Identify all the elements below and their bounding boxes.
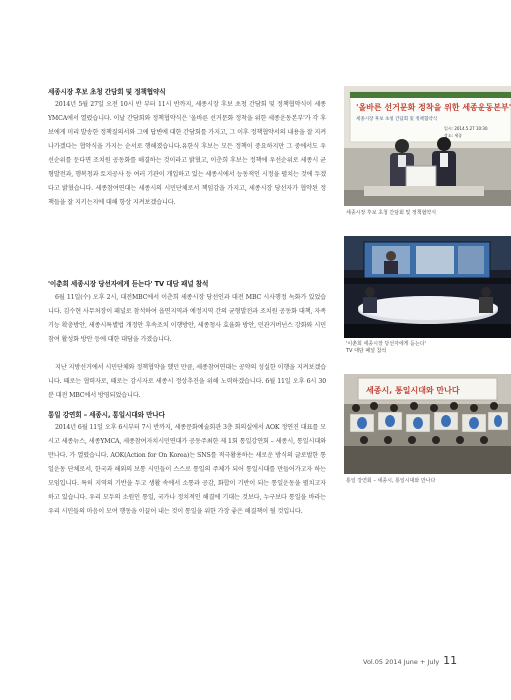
page-footer	[363, 654, 483, 667]
banner-place: 장소: 세종	[444, 133, 463, 138]
section-heading: '이춘희 세종시장 당선자에게 듣는다' TV 대담 패널 참석	[48, 280, 209, 288]
banner-title: '올바른 선거문화 정착을 위한 세종운동본부'	[356, 103, 511, 112]
photo-policy-agreement-image	[344, 86, 511, 206]
photo-unification-lecture-image	[344, 374, 511, 474]
photo-policy-agreement	[344, 86, 511, 206]
photo-tv-debate-image	[344, 236, 511, 338]
section-heading: 통일 강연회 – 세종시, 통일시대와 만나다	[48, 411, 165, 419]
banner-subtitle: 세종시장 후보 초청 간담회 및 정책협약식	[356, 117, 438, 122]
section-paragraph: 지난 지방선거에서 시민단체와 정책협약을 했던 만큼, 세종참여연대는 공약의 성실한 이행을 지켜보겠습니다. 때로는 협력자로, 때로는 감시자로 세종시 정상추진을 위해 노력하겠습니다. 6월 11일 오후 6시 30분 대전 MBC에서 방영되었습니다.	[48, 364, 326, 399]
photo-caption: 통일 강연회 – 세종시, 통일시대와 만나다	[346, 478, 436, 484]
photo-caption-line: '이춘희 세종시장 당선자에게 듣는다'	[346, 341, 426, 347]
photo-tv-debate	[344, 236, 511, 338]
issue-label: Vol.05 2014 June + July	[363, 658, 440, 666]
photo-caption-line: TV 대담 패널 참석	[346, 348, 387, 354]
photo-caption: 세종시장 후보 초청 간담회 및 정책협약식	[346, 210, 437, 216]
section-paragraph: 2014년 6월 11일 오후 6시부터 7시 반까지, 세종문화예술회관 3층 회의실에서 AOK 정연진 대표를 모시고 세종뉴스, 세종YMCA, 세종참여자치시민연대가 공동주최한 제 1회 통일강연회 – 세종시, 통일시대와 만나다. 가 열렸습니다. AOK(Action for On Korea)는 SNS를 적극활용하는 새로운 방식의 글로벌한 통일운동 단체로서, 한국과 해외의 보통 시민들이 스스로 통일의 주체가 되어 통일시대를 만들어가고자 하는 모임입니다. 특히 지역의 기반을 두고 생활 속에서 소통과 공감, 화합이 기반이 되는 통일운동을 펼치고자 하고 있습니다. 우리 모두의 소원인 통일, 국가나 정치적인 해결에 기대는 것보다, 누구보다 통일을 바라는 우리 시민들의 마음이 모여 행동을 이끌어 내는 것이 통일을 위한 가장 좋은 해결책이 될 것입니다.	[48, 424, 326, 515]
banner-title: 세종시, 통일시대와 만나다	[366, 386, 460, 395]
page-number: 11	[443, 654, 458, 667]
photo-unification-lecture	[344, 374, 511, 474]
banner-date: 일시: 2014.5.27 10:30	[444, 126, 488, 131]
photo-caption	[346, 341, 506, 355]
section-heading: 세종시장 후보 초청 간담회 및 정책협약식	[48, 88, 166, 96]
section-paragraph: 2014년 5월 27일 오전 10시 반 부터 11시 반까지, 세종시장 후보 초청 간담회 및 정책협약식이 세종 YMCA에서 열렸습니다. 이날 간담회와 정책협약식은 '올바른 선거문화 정착을 위한 세종운동본부'가 각 후보에게 미리 발송한 정책질의서와 그에 답변에 대한 간담회를 가지고, 그 이후 정책협약서의 내용을 잘 지켜나가겠다는 협약식을 가지는 순서로 행해졌습니다.유한식 후보는 모든 정책이 중요하지만 그 중에서도 우선순위를 둔다면 조치원 공동화를 해결하는 것이라고 밝혔고, 이춘희 후보는 정책에 우선순위로 세종시 균형발전과, 행복청과 토지공사 등 여러 기관이 개입하고 있는 세종시에서 능동적인 시정을 펼치는 것에 두겠다고 밝혔습니다. 세종참여연대는 세종시의 시민단체로서 책임감을 가지고, 세종시장 당선자가 협약된 정책들을 잘 지키는지에 대해 항상 지켜보겠습니다.	[48, 101, 326, 206]
section-paragraph: 6월 11일(수) 오후 2시, 대전MBC에서 이춘희 세종시장 당선인과 대전 MBC 시사행정 녹화가 있었습니다. 김수현 사무처장이 패널로 참석하여 읍면지역과 예정지역 간의 균형발전과 조치원 공동화 대책, 자족기능 확충방안, 세종시특별법 개정안 후속조치 이행방안, 세종청사 효율화 방안, 민관거버넌스 강화와 시민참여 활성화 방안 등에 대한 대담을 가졌습니다.	[48, 294, 326, 343]
